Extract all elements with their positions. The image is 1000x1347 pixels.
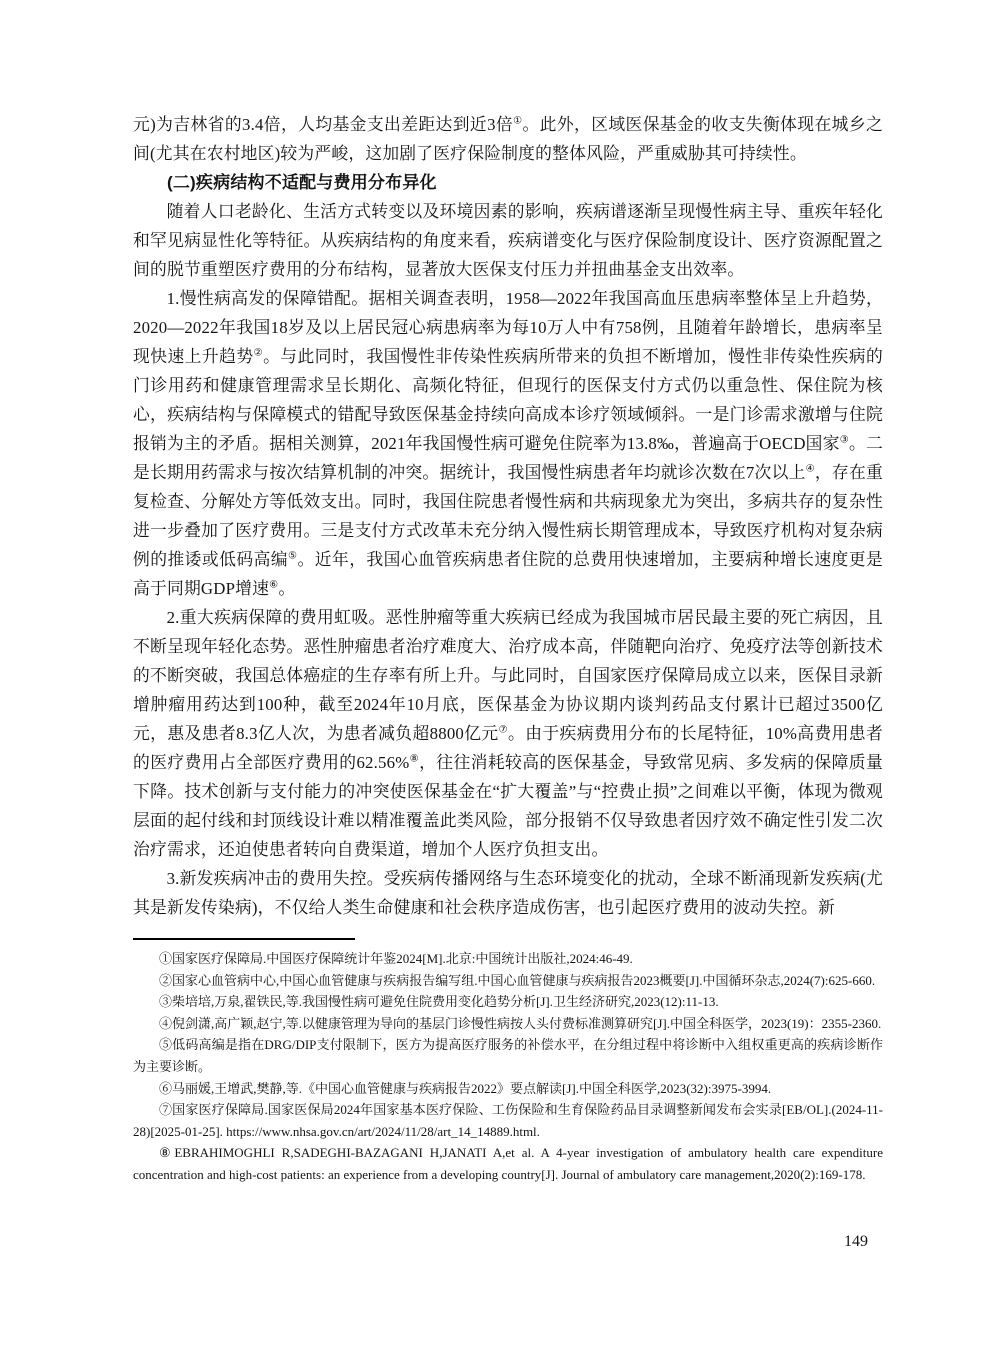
footnote-2: ②国家心血管病中心,中国心血管健康与疾病报告编写组.中国心血管健康与疾病报告2023概要[J].中国循环杂志,2024(7):625-660. (159, 972, 876, 988)
footnote-area (133, 938, 883, 1186)
article-body (133, 110, 883, 938)
footnote-4: ④倪剑潇,高广颖,赵宁,等.以健康管理为导向的基层门诊慢性病按人头付费标准测算研究[J].中国全科医学，2023(19)：2355-2360. (159, 1015, 882, 1031)
body-paragraph-continuation: 元)为吉林省的3.4倍，人均基金支出差距达到近3倍①。此外，区域医保基金的收支失衡体现在城乡之间(尤其在农村地区)较为严峻，这加剧了医疗保险制度的整体风险，严重威胁其可持续性。 (133, 115, 883, 163)
footnote-7: ⑦国家医疗保障局.国家医保局2024年国家基本医疗保险、工伤保险和生育保险药品目录调整新闻发布会实录[EB/OL].(2024-11-28)[2025-01-25]. https://www.nhsa.gov.cn/art/2024/11/28/art_14_14889.html. (133, 1102, 883, 1139)
body-paragraph-2: 1.慢性病高发的保障错配。据相关调查表明，1958—2022年我国高血压患病率整体呈上升趋势，2020—2022年我国18岁及以上居民冠心病患病率为每10万人中有758例，且随着年龄增长，患病率呈现快速上升趋势②。与此同时，我国慢性非传染性疾病所带来的负担不断增加，慢性非传染性疾病的门诊用药和健康管理需求呈长期化、高频化特征，但现行的医保支付方式仍以重急性、保住院为核心，疾病结构与保障模式的错配导致医保基金持续向高成本诊疗领域倾斜。一是门诊需求激增与住院报销为主的矛盾。据相关测算，2021年我国慢性病可避免住院率为13.8‰，普遍高于OECD国家③。二是长期用药需求与按次结算机制的冲突。据统计，我国慢性病患者年均就诊次数在7次以上④，存在重复检查、分解处方等低效支出。同时，我国住院患者慢性病和共病现象尤为突出，多病共存的复杂性进一步叠加了医疗费用。三是支付方式改革未充分纳入慢性病长期管理成本，导致医疗机构对复杂病例的推诿或低码高编⑤。近年，我国心血管疾病患者住院的总费用快速增加，主要病种增长速度更是高于同期GDP增速⑥。 (133, 289, 883, 598)
body-paragraph-3: 2.重大疾病保障的费用虹吸。恶性肿瘤等重大疾病已经成为我国城市居民最主要的死亡病因，且不断呈现年轻化态势。恶性肿瘤患者治疗难度大、治疗成本高，伴随靶向治疗、免疫疗法等创新技术的不断突破，我国总体癌症的生存率有所上升。与此同时，自国家医疗保障局成立以来，医保目录新增肿瘤用药达到100种，截至2024年10月底，医保基金为协议期内谈判药品支付累计已超过3500亿元，惠及患者8.3亿人次，为患者减负超8800亿元⑦。由于疾病费用分布的长尾特征，10%高费用患者的医疗费用占全部医疗费用的62.56%⑧，往往消耗较高的医保基金，导致常见病、多发病的保障质量下降。技术创新与支付能力的冲突使医保基金在“扩大覆盖”与“控费止损”之间难以平衡，体现为微观层面的起付线和封顶线设计难以精准覆盖此类风险，部分报销不仅导致患者因疗效不确定性引发二次治疗需求，还迫使患者转向自费渠道，增加个人医疗负担支出。 (133, 608, 883, 859)
footnote-5: ⑤低码高编是指在DRG/DIP支付限制下，医方为提高医疗服务的补偿水平，在分组过程中将诊断中入组权重更高的疾病诊断作为主要诊断。 (133, 1037, 883, 1074)
footnote-8: ⑧EBRAHIMOGHLI R,SADEGHI-BAZAGANI H,JANATI A,et al. A 4-year investigation of ambulatory health care expenditure concentration and high-cost patients: an experience from a developing country[J]. Journal of ambulatory care management,2020(2):169-178. (133, 1145, 883, 1182)
page-number: 149 (844, 1233, 868, 1250)
footnote-6: ⑥马丽媛,王增武,樊静,等.《中国心血管健康与疾病报告2022》要点解读[J].中国全科医学,2023(32):3975-3994. (159, 1080, 772, 1096)
section-heading: (二)疾病结构不适配与费用分布异化 (167, 173, 437, 192)
footnote-separator (133, 938, 355, 940)
footnote-3: ③柴培培,万泉,翟铁民,等.我国慢性病可避免住院费用变化趋势分析[J].卫生经济研究,2023(12):11-13. (159, 994, 719, 1010)
body-paragraph-1: 随着人口老龄化、生活方式转变以及环境因素的影响，疾病谱逐渐呈现慢性病主导、重疾年轻化和罕见病显性化等特征。从疾病结构的角度来看，疾病谱变化与医疗保险制度设计、医疗资源配置之间的脱节重塑医疗费用的分布结构，显著放大医保支付压力并扭曲基金支出效率。 (133, 202, 883, 279)
footnote-1: ①国家医疗保障局.中国医疗保障统计年鉴2024[M].北京:中国统计出版社,2024:46-49. (159, 951, 633, 966)
body-paragraph-4: 3.新发疾病冲击的费用失控。受疾病传播网络与生态环境变化的扰动，全球不断涌现新发疾病(尤其是新发传染病)，不仅给人类生命健康和社会秩序造成伤害，也引起医疗费用的波动失控。新 (133, 869, 883, 917)
